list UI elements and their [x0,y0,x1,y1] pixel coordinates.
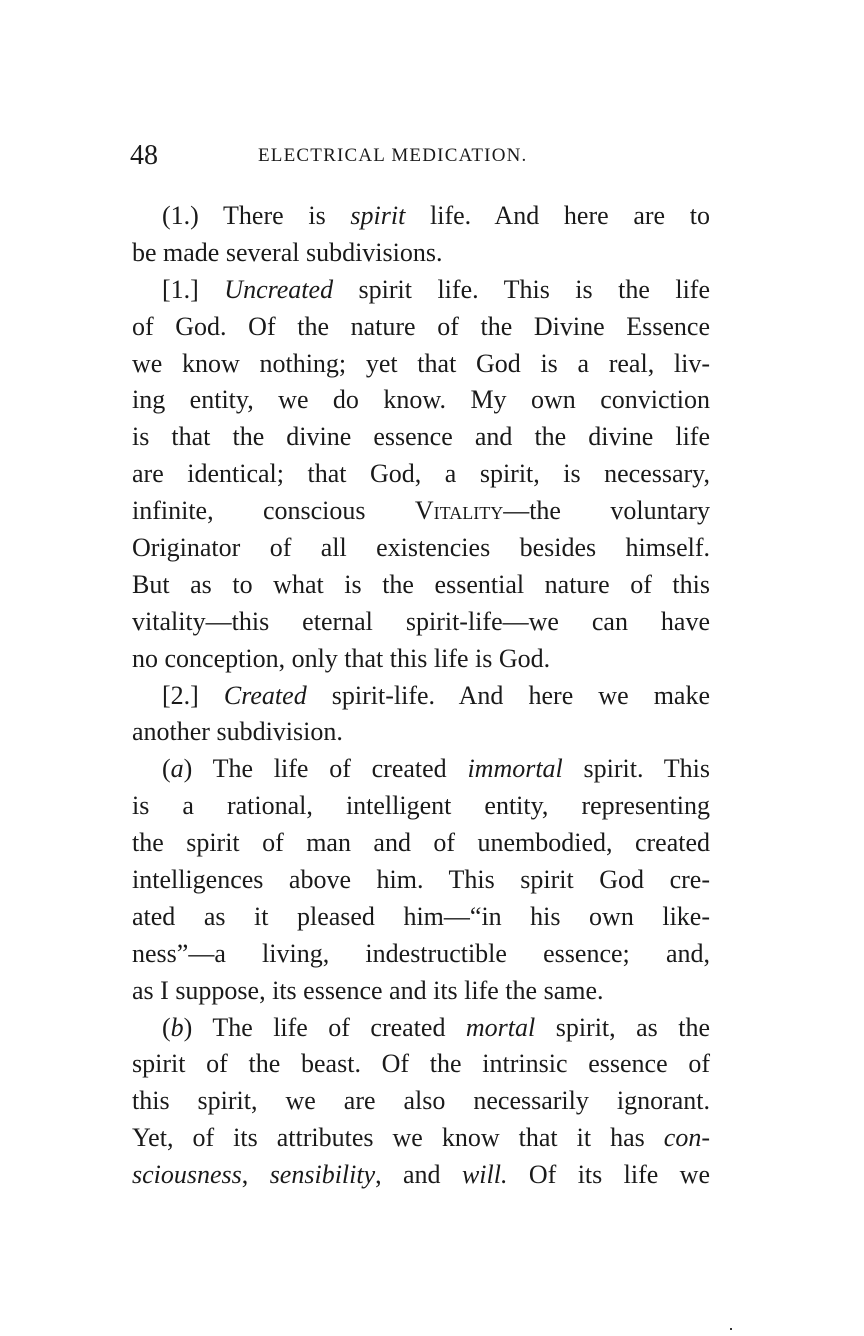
text-line: infinite, conscious Vitality—the voluntary [132,496,710,526]
text-line: ated as it pleased him—“in his own like- [132,901,710,931]
text-line: (a) The life of created immortal spirit. This [162,754,711,784]
text-line: another subdivision. [132,717,343,747]
text-line: as I suppose, its essence and its life the same. [132,975,604,1005]
text-line: spirit of the beast. Of the intrinsic essence of [132,1049,710,1079]
text-line: [2.] Created spirit-life. And here we make [162,680,710,710]
text-line: sciousness, sensibility, and will. Of its life we [132,1160,711,1190]
text-line: But as to what is the essential nature of this [132,569,710,599]
text-line: no conception, only that this life is God. [132,643,551,673]
text-line: this spirit, we are also necessarily ignorant. [132,1086,710,1116]
print-speck [730,1328,732,1330]
text-line: vitality—this eternal spirit-life—we can have [132,606,710,636]
text-line: the spirit of man and of unembodied, created [132,828,710,858]
text-line: Originator of all existencies besides himself. [132,533,710,563]
text-line: is a rational, intelligent entity, representing [132,791,710,821]
text-line: is that the divine essence and the divine life [132,422,710,452]
text-line: Yet, of its attributes we know that it has con- [132,1123,710,1153]
running-title: ELECTRICAL MEDICATION. [258,145,528,166]
text-line: ness”—a living, indestructible essence; and, [132,938,710,968]
page-number: 48 [130,140,158,171]
body-text [132,198,710,1194]
text-line: [1.] Uncreated spirit life. This is the life [162,274,710,304]
text-line: of God. Of the nature of the Divine Essence [132,311,710,341]
text-line: ing entity, we do know. My own conviction [132,385,710,415]
text-line: (b) The life of created mortal spirit, as the [162,1012,710,1042]
page-header [130,138,710,174]
text-line: intelligences above him. This spirit God cre- [132,865,710,895]
text-line: are identical; that God, a spirit, is necessary, [132,459,710,489]
text-line: be made several subdivisions. [132,237,443,267]
text-line: (1.) There is spirit life. And here are to [162,201,711,230]
text-line: we know nothing; yet that God is a real, liv- [132,348,710,378]
